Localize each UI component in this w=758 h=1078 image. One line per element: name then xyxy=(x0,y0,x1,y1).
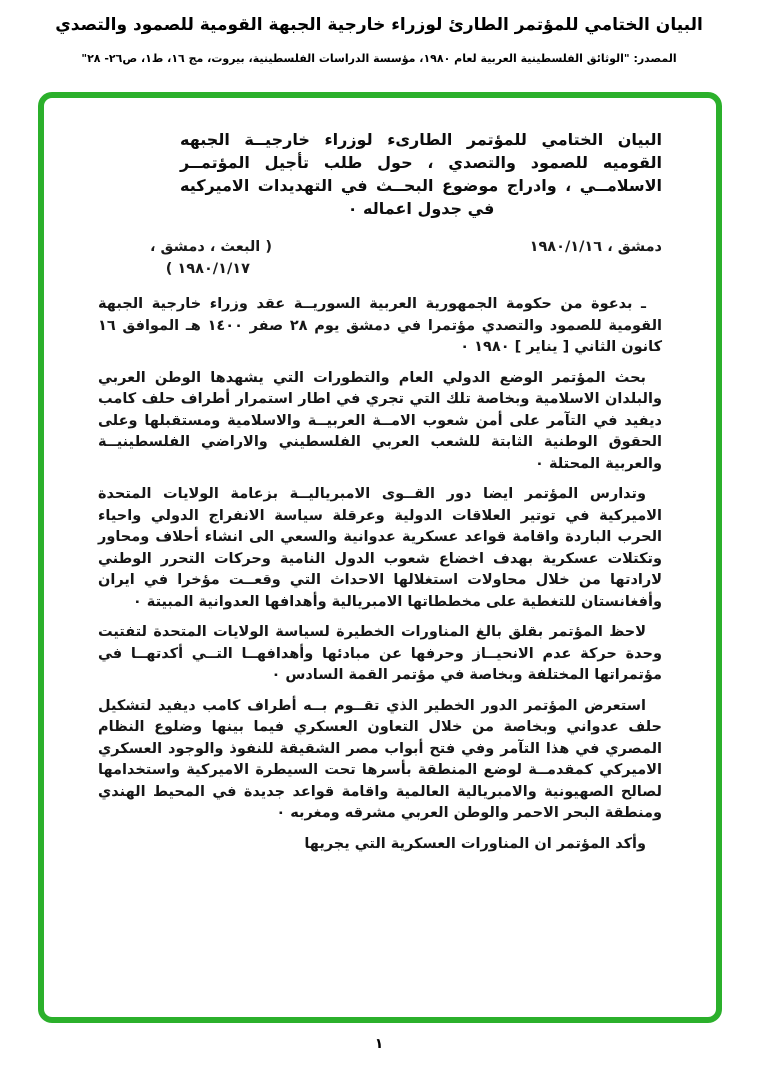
paragraph-military-maneuvers: وأكد المؤتمر ان المناورات العسكرية التي يجريها xyxy=(304,835,646,852)
document-body xyxy=(44,98,716,1017)
dateline-newspaper-citation xyxy=(150,236,272,280)
green-annotation-frame xyxy=(38,92,722,1023)
page-number: ١ xyxy=(374,1036,384,1052)
paragraph-situation-review: بحث المؤتمر الوضع الدولي العام والتطورات التي يشهدها الوطن العربي والبلدان الاسلامية وبخاصة تلك التي تجري في اطار استمرار أطراف حلف كامب ديفيد في التآمر على أمن شعوب الامــة العربيــة والاسلامية ومستقبلها وعلى الحقوق الوطنية الثابتة للشعب العربي الفلسطيني والاراضي الفلسطينيــة والعربية المحتلة ٠ xyxy=(98,369,662,472)
paragraph-camp-david-role: استعرض المؤتمر الدور الخطير الذي تقــوم بــه أطراف كامب ديفيد لتشكيل حلف عدواني وبخاصة من خلال التعاون العسكري فيما بينها وضلوع النظام المصري في هذا التآمر وفي فتح أبواب مصر الشقيقة للنفوذ والوجود العسكري الاميركي كمقدمــة لوضع المنطقة بأسرها تحت السيطرة الاميركية واستخدامها لصالح الصهيونية والامبريالية العالمية واقامة قواعد جديدة في المحيط الهندي ومنطقة البحر الاحمر والوطن العربي مشرقه ومغربه ٠ xyxy=(98,697,662,821)
paragraph-imperialist-powers: وتدارس المؤتمر ايضا دور القــوى الامبرياليــة بزعامة الولايات المتحدة الاميركية في توتير العلاقات الدولية وعرقلة سياسة الانفراج الدولي واحياء الحرب الباردة واقامة قواعد عسكرية عدوانية والسعي الى انشاء أحلاف ومحاور وتكتلات عسكرية بهدف اخضاع شعوب الدول النامية وحركات التحرر الوطني لارادتها من خلال محاولات استغلالها الاحداث التي وقعــت مؤخرا في ايران وأفغانستان للتغطية على مخططاتها الامبريالية وأهدافها العدوانية المبيتة ٠ xyxy=(98,486,662,610)
page-header xyxy=(0,14,758,66)
citation-line-1: ( البعث ، دمشق ، xyxy=(150,239,272,255)
dateline xyxy=(98,236,662,280)
page-title: البيان الختامي للمؤتمر الطارئ لوزراء خارجية الجبهة القومية للصمود والتصدي xyxy=(55,15,703,35)
citation-line-2: ١٩٨٠/١/١٧ ) xyxy=(165,261,250,277)
dateline-place-date: دمشق ، ١٩٨٠/١/١٦ xyxy=(529,239,662,255)
paragraph-invitation: ـ بدعوة من حكومة الجمهورية العربية السوريــة عقد وزراء خارجية الجبهة القومية للصمود والتصدي مؤتمرا في دمشق يوم ٢٨ صفر ١٤٠٠ هـ الموافق ١٦ كانون الثاني [ يناير ] ١٩٨٠ ٠ xyxy=(98,296,662,355)
document-title: البيان الختامي للمؤتمر الطارىء لوزراء خارجيــة الجبهه القوميه للصمود والتصدي ، حول طلب تأجيل المؤتمــر الاسلامــي ، وادراج موضوع البحــث في التهديدات الاميركيه في جدول اعماله ٠ xyxy=(180,130,662,218)
source-citation-line: المصدر: "الوثائق الفلسطينية العربية لعام ١٩٨٠، مؤسسة الدراسات الفلسطينية، بيروت، مج ١٦، ط١، ص٢٦- ٢٨" xyxy=(81,51,677,65)
paragraph-nonaligned-concern: لاحظ المؤتمر بقلق بالغ المناورات الخطيرة لسياسة الولايات المتحدة لتفتيت وحدة حركة عدم الانحيــاز وحرفها عن مبادئها وأهدافهــا التــي أكدتهــا في مؤتمراتها المختلفة وبخاصة في مؤتمر القمة السادس ٠ xyxy=(98,624,662,683)
